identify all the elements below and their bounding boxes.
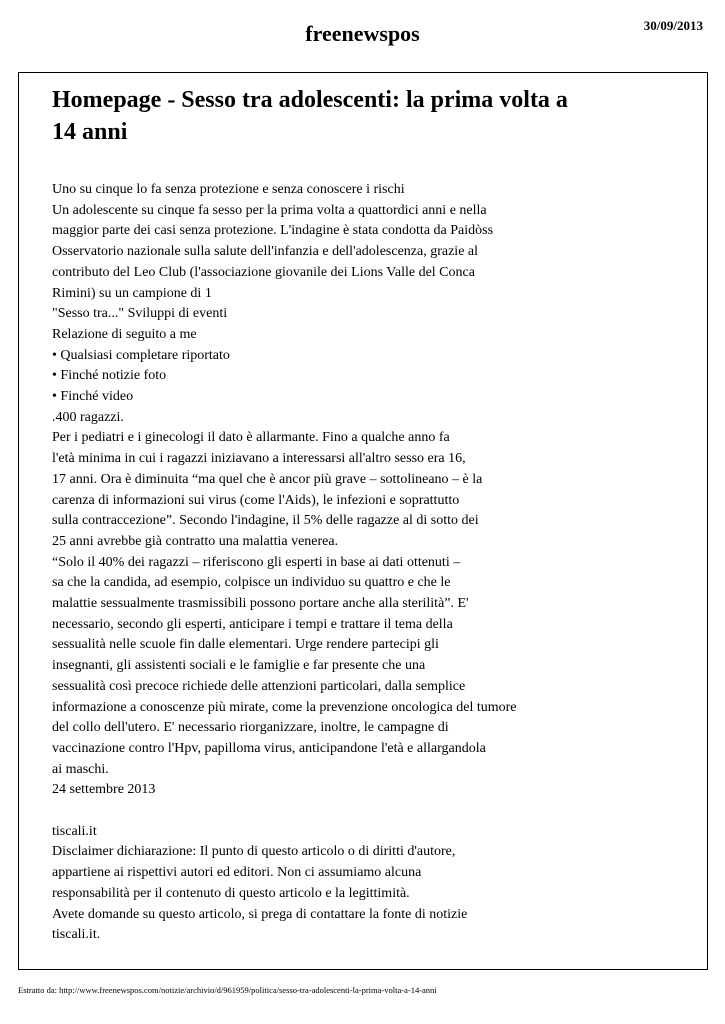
body-line: informazione a conoscenze più mirate, come la prevenzione oncologica del tumore	[52, 699, 517, 715]
body-line: sulla contraccezione”. Secondo l'indagine, il 5% delle ragazze al di sotto dei	[52, 513, 479, 529]
article-body	[52, 180, 692, 946]
body-line: necessario, secondo gli esperti, anticipare i tempi e trattare il tema della	[52, 616, 453, 632]
body-line: vaccinazione contro l'Hpv, papilloma virus, anticipandone l'età e allargandola	[52, 740, 486, 756]
body-line: 25 anni avrebbe già contratto una malattia venerea.	[52, 533, 339, 549]
body-line: carenza di informazioni sui virus (come l'Aids), le infezioni e soprattutto	[52, 492, 460, 508]
body-line: "Sesso tra..." Sviluppi di eventi	[52, 306, 228, 322]
body-line: sessualità nelle scuole fin dalle elementari. Urge rendere partecipi gli	[52, 637, 439, 653]
article-date: 24 settembre 2013	[52, 782, 156, 798]
source-name: tiscali.it	[52, 823, 97, 839]
article-title	[52, 84, 652, 148]
paragraph-gap	[52, 801, 692, 822]
disclaimer-line: tiscali.it.	[52, 927, 101, 943]
body-line: “Solo il 40% dei ragazzi – riferiscono gli esperti in base ai dati ottenuti –	[52, 554, 461, 570]
body-line: del collo dell'utero. E' necessario riorganizzare, inoltre, le campagne di	[52, 720, 449, 736]
site-name: freenewspos	[305, 21, 420, 46]
body-line: l'età minima in cui i ragazzi iniziavano a interessarsi all'altro sesso era 16,	[52, 451, 466, 467]
disclaimer-line: Avete domande su questo articolo, si prega di contattare la fonte di notizie	[52, 906, 468, 922]
article-title-line-2: 14 anni	[52, 119, 128, 145]
body-line: Rimini) su un campione di 1	[52, 285, 212, 301]
body-line: insegnanti, gli assistenti sociali e le famiglie e far presente che una	[52, 658, 426, 674]
body-line: Un adolescente su cinque fa sesso per la prima volta a quattordici anni e nella	[52, 202, 487, 218]
body-line: sa che la candida, ad esempio, colpisce un individuo su quattro e che le	[52, 575, 451, 591]
source-url-footer: Estratto da: http://www.freenewspos.com/notizie/archivio/d/961959/politica/sesso-tra-adolescenti-la-prima-volta-a-14-anni	[18, 985, 437, 995]
print-date: 30/09/2013	[643, 18, 703, 33]
list-item: • Finché video	[52, 389, 134, 405]
body-line: sessualità così precoce richiede delle attenzioni particolari, dalla semplice	[52, 678, 466, 694]
body-line: maggior parte dei casi senza protezione. L'indagine è stata condotta da Paidòss	[52, 223, 494, 239]
article-title-line-1: Homepage - Sesso tra adolescenti: la prima volta a	[52, 87, 568, 113]
disclaimer-line: responsabilità per il contenuto di questo articolo e la legittimità.	[52, 885, 410, 901]
body-line: Per i pediatri e i ginecologi il dato è allarmante. Fino a qualche anno fa	[52, 430, 450, 446]
body-line: malattie sessualmente trasmissibili possono portare anche alla sterilità”. E'	[52, 596, 469, 612]
body-line: Osservatorio nazionale sulla salute dell'infanzia e dell'adolescenza, grazie al	[52, 244, 479, 260]
list-item: • Qualsiasi completare riportato	[52, 347, 230, 363]
body-line: .400 ragazzi.	[52, 409, 124, 425]
disclaimer-line: Disclaimer dichiarazione: Il punto di questo articolo o di diritti d'autore,	[52, 844, 456, 860]
body-line: Uno su cinque lo fa senza protezione e senza conoscere i rischi	[52, 182, 405, 197]
body-line: 17 anni. Ora è diminuita “ma quel che è ancor più grave – sottolineano – è la	[52, 471, 483, 487]
disclaimer-line: appartiene ai rispettivi autori ed editori. Non ci assumiamo alcuna	[52, 865, 422, 881]
body-line: Relazione di seguito a me	[52, 326, 197, 342]
body-line: contributo del Leo Club (l'associazione giovanile dei Lions Valle del Conca	[52, 264, 475, 280]
list-item: • Finché notizie foto	[52, 368, 167, 384]
body-line: ai maschi.	[52, 761, 109, 777]
